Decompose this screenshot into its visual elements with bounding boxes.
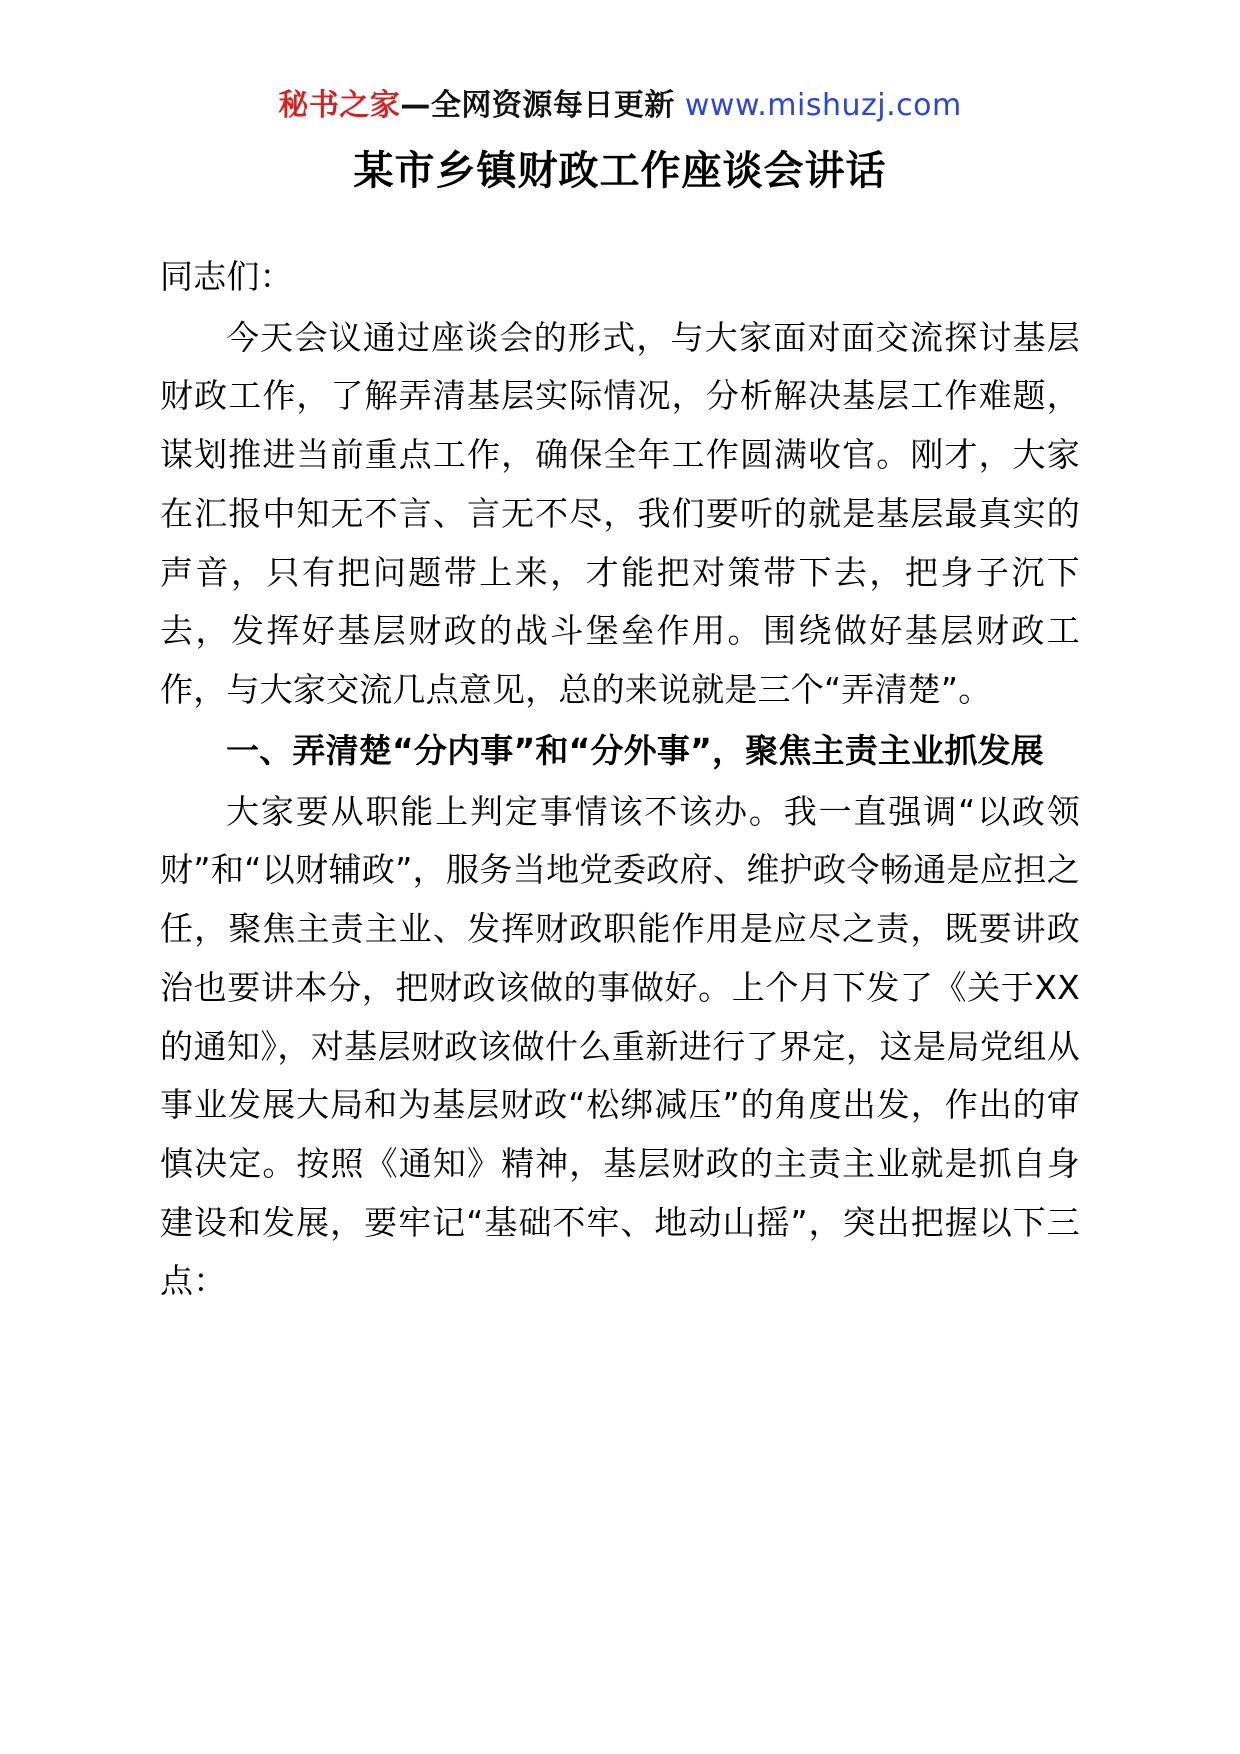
section-heading-1: 一、弄清楚“分内事”和“分外事”，聚焦主责主业抓发展 bbox=[226, 730, 1044, 770]
watermark-brand: 秘书之家 bbox=[278, 88, 401, 123]
paragraph-1: 今天会议通过座谈会的形式，与大家面对面交流探讨基层财政工作，了解弄清基层实际情况，分析解决基层工作难题，谋划推进当前重点工作，确保全年工作圆满收官。刚才，大家在汇报中知无不言、言无不尽，我们要听的就是基层最真实的声音，只有把问题带上来，才能把对策带下去，把身子沉下去，发挥好基层财政的战斗堡垒作用。围绕做好基层财政工作，与大家交流几点意见，总的来说就是三个“弄清楚”。 bbox=[160, 317, 1080, 710]
watermark-url[interactable]: www.mishuzj.com bbox=[684, 88, 962, 123]
salutation: 同志们： bbox=[160, 257, 293, 296]
watermark-dash: — bbox=[400, 88, 431, 123]
page-title: 某市乡镇财政工作座谈会讲话 bbox=[353, 148, 887, 194]
site-watermark bbox=[160, 88, 1080, 124]
watermark-tagline: 全网资源每日更新 bbox=[430, 88, 675, 123]
paragraph-2: 大家要从职能上判定事情该不该办。我一直强调“以政领财”和“以财辅政”，服务当地党委政府、维护政令畅通是应担之任，聚焦主责主业、发挥财政职能作用是应尽之责，既要讲政治也要讲本分，把财政该做的事做好。上个月下发了《关于XX的通知》，对基层财政该做什么重新进行了界定，这是局党组从事业发展大局和为基层财政“松绑减压”的角度出发，作出的审慎决定。按照《通知》精神，基层财政的主责主业就是抓自身建设和发展，要牢记“基础不牢、地动山摇”，突出把握以下三点： bbox=[160, 791, 1080, 1301]
document-body bbox=[160, 248, 1080, 1311]
